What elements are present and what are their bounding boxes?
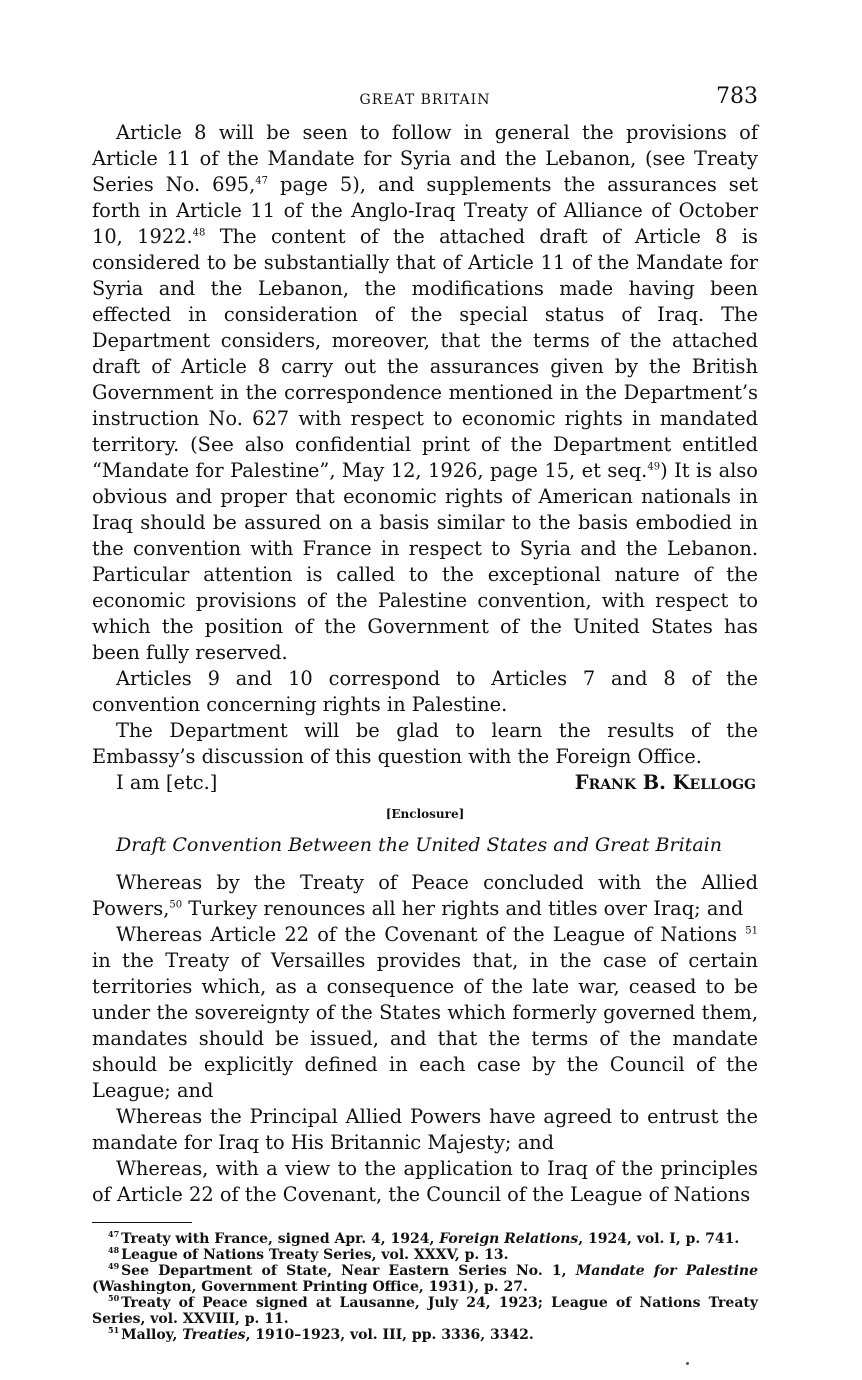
footnotes bbox=[92, 1231, 758, 1343]
draft-paragraph bbox=[92, 870, 758, 922]
text-run: The content of the attached draft of Article 8 is considered to be substantially that of Article 11 of the Mandate for Syria and the Lebanon, the modifications made having been effected in consideration of the special status of Iraq. The Department considers, moreover, that the terms of the attached draft of Article 8 carry out the assurances given by the British Government in the correspondence mentioned in the Department’s instruction No. 627 with respect to economic rights in mandated territory. (See also confidential print of the Department entitled “Mandate for Palestine”, May 12, 1926, page 15, et seq. bbox=[92, 225, 758, 482]
footnote-number: 50 bbox=[108, 1293, 120, 1304]
text-run: Whereas, with a view to the application to Iraq of the principles of Article 22 of the Covenant, the Council of the League of Nations bbox=[92, 1157, 758, 1206]
footnote bbox=[92, 1231, 758, 1247]
footnote-number: 51 bbox=[108, 1325, 120, 1336]
letter-paragraph bbox=[92, 718, 758, 770]
text-run: See Department of State, Near Eastern Series No. 1, bbox=[121, 1263, 576, 1279]
footnote bbox=[92, 1327, 758, 1343]
text-run: Treaty of Peace signed at Lausanne, July 24, 1923; League of Nations Treaty Series, vol. XXVIII, p. 11. bbox=[92, 1295, 758, 1327]
page-number: 783 bbox=[716, 84, 758, 109]
footnote bbox=[92, 1247, 758, 1263]
footnote-divider bbox=[92, 1222, 192, 1223]
enclosure-label: [Enclosure] bbox=[385, 807, 465, 821]
text-run: (Washington, Government Printing Office, 1931), p. 27. bbox=[92, 1279, 528, 1295]
text-run: , 1924, vol. I, p. 741. bbox=[578, 1231, 740, 1247]
draft-body bbox=[92, 870, 758, 1208]
letter-paragraph bbox=[92, 120, 758, 666]
text-run: Articles 9 and 10 correspond to Articles 7 and 8 of the convention concerning rights in Palestine. bbox=[92, 667, 758, 716]
footnote-number: 47 bbox=[108, 1229, 120, 1240]
footnote-number: 49 bbox=[108, 1261, 120, 1272]
text-run: page 5), and supplements the assurances set forth in Article 11 of the Anglo-Iraq Treaty of Alliance of October 10, 1922. bbox=[92, 173, 758, 248]
text-run: The Department will be glad to learn the results of the Embassy’s discussion of this question with the Foreign Office. bbox=[92, 719, 758, 768]
draft-paragraph bbox=[92, 1104, 758, 1156]
text-run: in the Treaty of Versailles provides that, in the case of certain territories which, as a consequence of the late war, ceased to be under the sovereignty of the States which formerly governed them, mandates should be issued, and that the terms of the mandate should be explicitly defined in each case by the Council of the League; and bbox=[92, 949, 758, 1102]
text-run: Article 8 will be seen to follow in general the provisions of Article 11 of the Mandate for Syria and the Lebanon, (see Treaty Series No. 695, bbox=[92, 121, 758, 196]
draft-convention-title: Draft Convention Between the United States and Great Britain bbox=[116, 834, 722, 856]
draft-paragraph bbox=[92, 1156, 758, 1208]
letter-closing-line bbox=[92, 770, 758, 796]
italic-title: Treaties bbox=[182, 1327, 246, 1343]
letter-paragraph bbox=[92, 666, 758, 718]
footnote-reference: 48 bbox=[192, 227, 206, 239]
footnote bbox=[92, 1295, 758, 1327]
text-run: League of Nations Treaty Series, vol. XXXV, p. 13. bbox=[121, 1247, 509, 1263]
draft-paragraph bbox=[92, 922, 758, 1104]
footnote-reference: 47 bbox=[255, 175, 269, 187]
italic-title: Foreign Relations bbox=[439, 1231, 579, 1247]
complimentary-close: I am [etc.] bbox=[116, 771, 218, 794]
text-run: Turkey renounces all her rights and titles over Iraq; and bbox=[182, 897, 744, 920]
footnote-reference: 51 bbox=[745, 925, 758, 937]
letter-body bbox=[92, 120, 758, 770]
running-title: GREAT BRITAIN bbox=[359, 92, 491, 108]
text-run: Whereas by the Treaty of Peace concluded with the Allied Powers, bbox=[92, 871, 758, 920]
signature: Frank B. Kellogg bbox=[574, 771, 756, 794]
page-speck bbox=[686, 1362, 689, 1365]
italic-title: Mandate for Palestine bbox=[575, 1263, 758, 1279]
text-run: Malloy, bbox=[121, 1327, 183, 1343]
text-run: Whereas the Principal Allied Powers have agreed to entrust the mandate for Iraq to His Britannic Majesty; and bbox=[92, 1105, 758, 1154]
text-run: ) It is also obvious and proper that economic rights of American nationals in Iraq should be assured on a basis similar to the basis embodied in the convention with France in respect to Syria and the Lebanon. Particular attention is called to the exceptional nature of the economic provisions of the Palestine convention, with respect to which the position of the Government of the United States has been fully reserved. bbox=[92, 459, 758, 664]
text-run: Whereas Article 22 of the Covenant of the League of Nations bbox=[116, 923, 746, 946]
text-run: Treaty with France, signed Apr. 4, 1924, bbox=[121, 1231, 440, 1247]
footnote-reference: 50 bbox=[169, 899, 183, 911]
running-header bbox=[92, 84, 758, 120]
footnote bbox=[92, 1263, 758, 1295]
text-run: , 1910–1923, vol. III, pp. 3336, 3342. bbox=[245, 1327, 534, 1343]
footnote-number: 48 bbox=[108, 1245, 120, 1256]
document-page bbox=[92, 84, 758, 1343]
footnote-reference: 49 bbox=[647, 461, 661, 473]
